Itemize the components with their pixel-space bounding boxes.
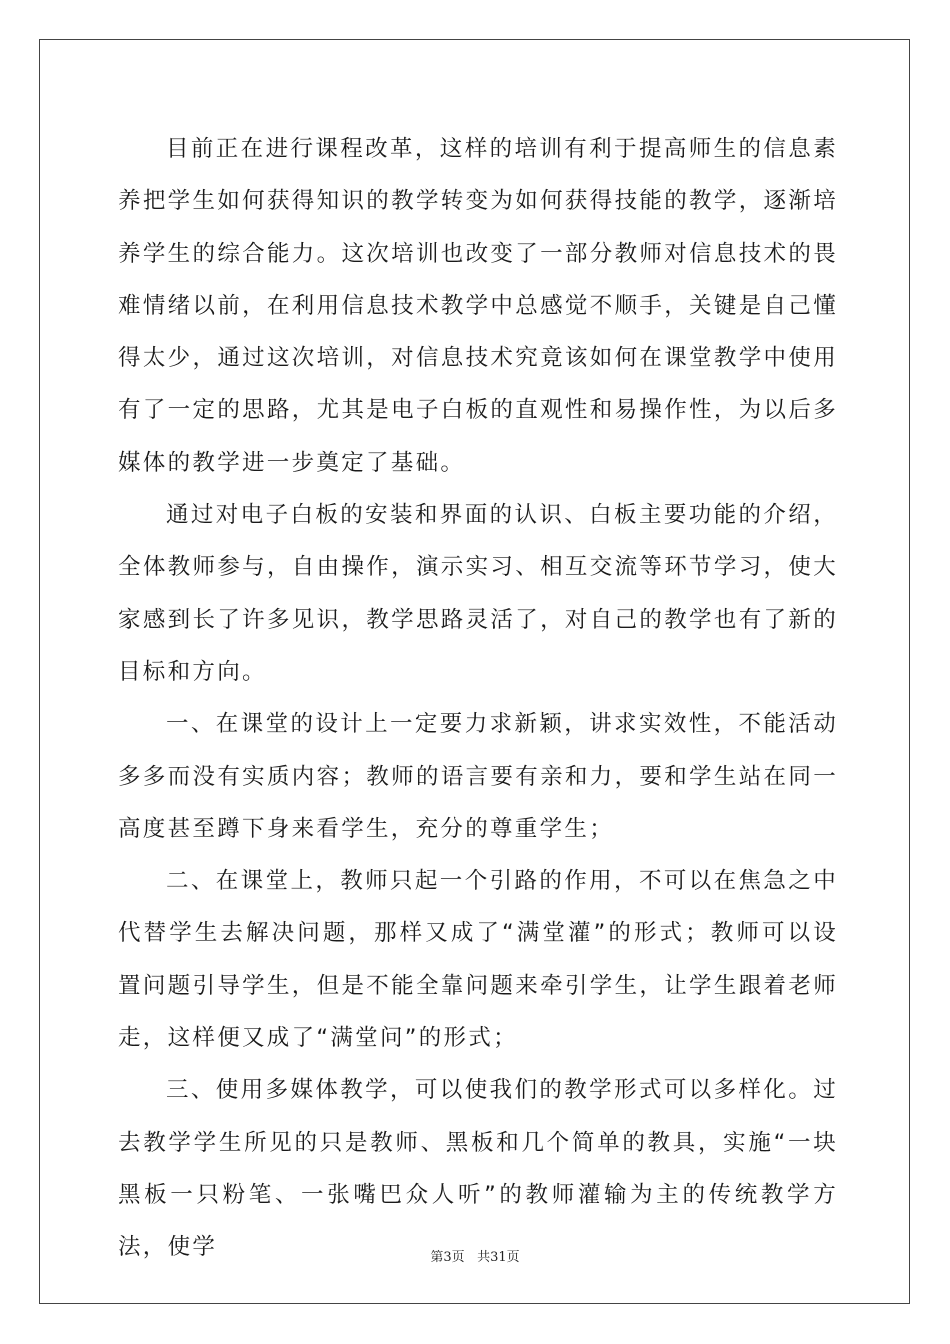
paragraph-1: 目前正在进行课程改革，这样的培训有利于提高师生的信息素养把学生如何获得知识的教学转变为如何获得技能的教学，逐渐培养学生的综合能力。这次培训也改变了一部分教师对信息技术的畏难情绪以前，在利用信息技术教学中总感觉不顺手，关键是自己懂得太少，通过这次培训，对信息技术究竟该如何在课堂教学中使用有了一定的思路，尤其是电子白板的直观性和易操作性，为以后多媒体的教学进一步奠定了基础。 [118,136,838,476]
document-body [118,123,838,1274]
page-number: 第3页 [430,1250,465,1265]
paragraph-4: 二、在课堂上，教师只起一个引路的作用，不可以在焦急之中代替学生去解决问题，那样又成了“满堂灌”的形式；教师可以设置问题引导学生，但是不能全靠问题来牵引学生，让学生跟着老师走，这样便又成了“满堂问”的形式； [118,868,838,1052]
page-footer [0,1246,950,1265]
paragraph-5: 三、使用多媒体教学，可以使我们的教学形式可以多样化。过去教学学生所见的只是教师、黑板和几个简单的教具，实施“一块黑板一只粉笔、一张嘴巴众人听”的教师灌输为主的传统教学方法，使学 [118,1077,838,1261]
page-total: 共31页 [477,1250,520,1265]
paragraph-2: 通过对电子白板的安装和界面的认识、白板主要功能的介绍，全体教师参与，自由操作，演示实习、相互交流等环节学习，使大家感到长了许多见识，教学思路灵活了，对自己的教学也有了新的目标和方向。 [118,502,838,685]
paragraph-3: 一、在课堂的设计上一定要力求新颖，讲求实效性，不能活动多多而没有实质内容；教师的语言要有亲和力，要和学生站在同一高度甚至蹲下身来看学生，充分的尊重学生； [118,711,838,842]
